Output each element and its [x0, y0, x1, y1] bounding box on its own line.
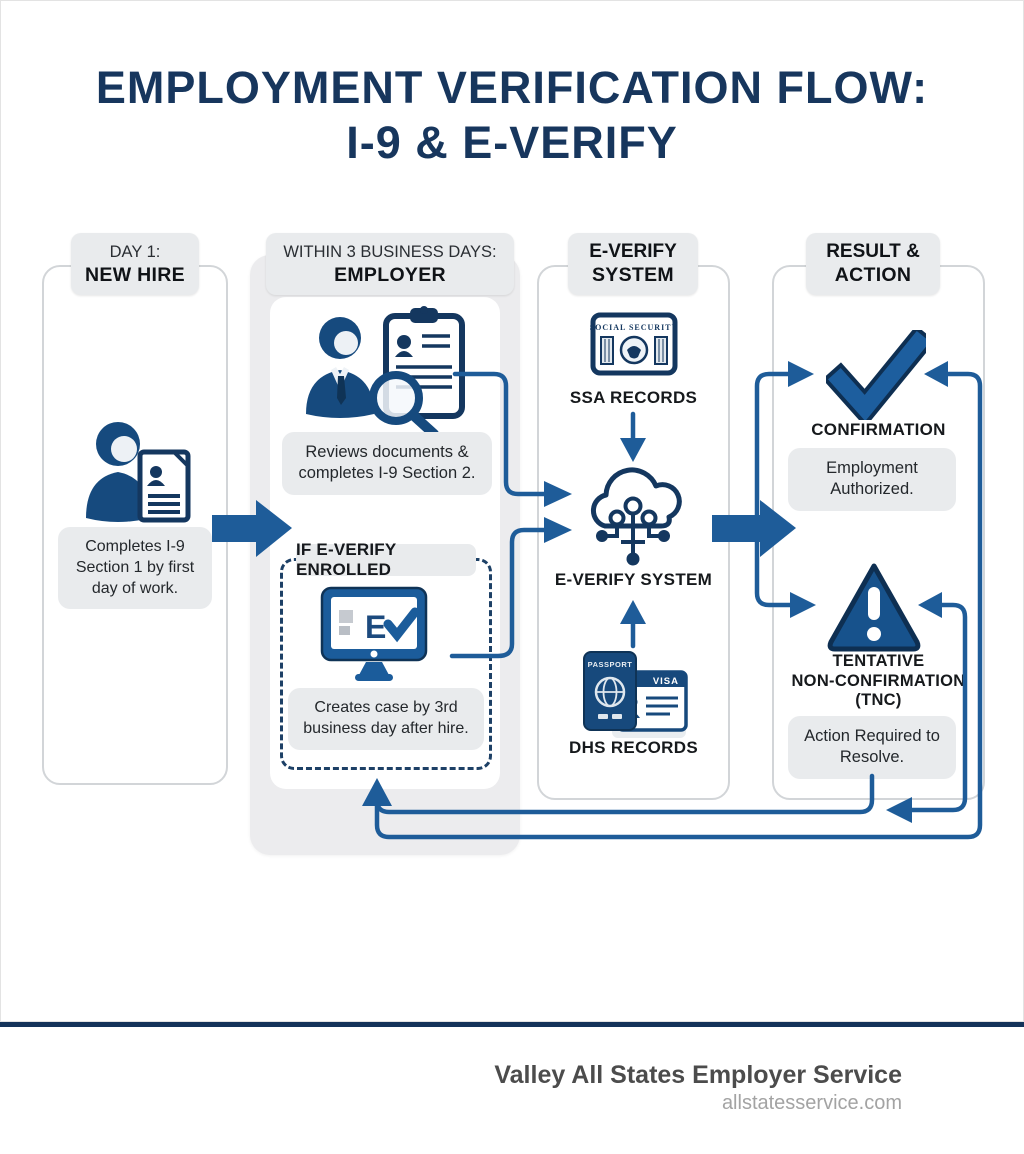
dhs-records-label: DHS RECORDS [569, 738, 698, 757]
header-badge-employer [266, 233, 514, 295]
reviewer-person-icon [306, 317, 374, 418]
visa-card-title: VISA [652, 676, 679, 687]
badge-mainline: NEW HIRE [85, 264, 185, 286]
document-icon [140, 452, 188, 520]
ssa-card-title: SOCIAL SECURITY [590, 323, 678, 332]
badge-topline: DAY 1: [109, 243, 161, 261]
tnc-note: Action Required to Resolve. [788, 716, 956, 779]
footer-divider-bar [0, 1022, 1024, 1027]
footer-website: allstatesservice.com [721, 1092, 902, 1114]
title-line-2: I-9 & E-VERIFY [346, 117, 678, 168]
page-title [0, 60, 1024, 170]
monitor-letter-e: E [365, 609, 387, 645]
new-hire-note: Completes I-9 Section 1 by first day of work. [58, 527, 212, 609]
confirmation-label: CONFIRMATION [811, 420, 946, 439]
confirmation-note: Employment Authorized. [788, 448, 956, 511]
ssa-records-label: SSA RECORDS [569, 388, 698, 407]
tnc-label-line1: TENTATIVE [832, 652, 925, 670]
badge-mainline: ACTION [834, 264, 912, 286]
if-everify-enrolled-title: IF E-VERIFY ENROLLED [296, 544, 476, 576]
tnc-label [772, 652, 985, 711]
badge-mainline: SYSTEM [592, 264, 674, 286]
tnc-label-line2: NON-CONFIRMATION [791, 671, 966, 690]
pixel-block [339, 610, 353, 623]
title-line-1: EMPLOYMENT VERIFICATION FLOW: [95, 62, 929, 113]
footer-company-name: Valley All States Employer Service [494, 1061, 902, 1089]
ssa-card-icon [590, 312, 678, 376]
footer [494, 1060, 902, 1116]
header-badge-everify [568, 233, 698, 295]
passport-icon [584, 652, 636, 730]
header-badge-new-hire [71, 233, 199, 295]
passport-title: PASSPORT [587, 660, 633, 669]
tnc-warning-icon [826, 560, 922, 652]
everify-cloud-icon [581, 456, 685, 568]
new-hire-person-document-icon [84, 412, 196, 534]
badge-topline: RESULT & [826, 241, 920, 262]
dhs-passport-visa-icon [580, 648, 690, 742]
badge-topline: WITHIN 3 BUSINESS DAYS: [283, 243, 497, 261]
badge-topline: E-VERIFY [589, 241, 677, 262]
confirmation-check-icon [826, 330, 926, 420]
everify-monitor-icon [318, 584, 430, 682]
employer-case-note: Creates case by 3rd business day after hire. [288, 688, 484, 750]
employer-review-note: Reviews documents & completes I-9 Section 2. [282, 432, 492, 495]
badge-mainline: EMPLOYER [334, 264, 446, 286]
everify-system-label: E-VERIFY SYSTEM [554, 570, 713, 589]
tnc-label-line3: (TNC) [855, 691, 902, 709]
reviewer-clipboard-magnifier-icon [298, 306, 482, 440]
header-badge-result [806, 233, 940, 295]
